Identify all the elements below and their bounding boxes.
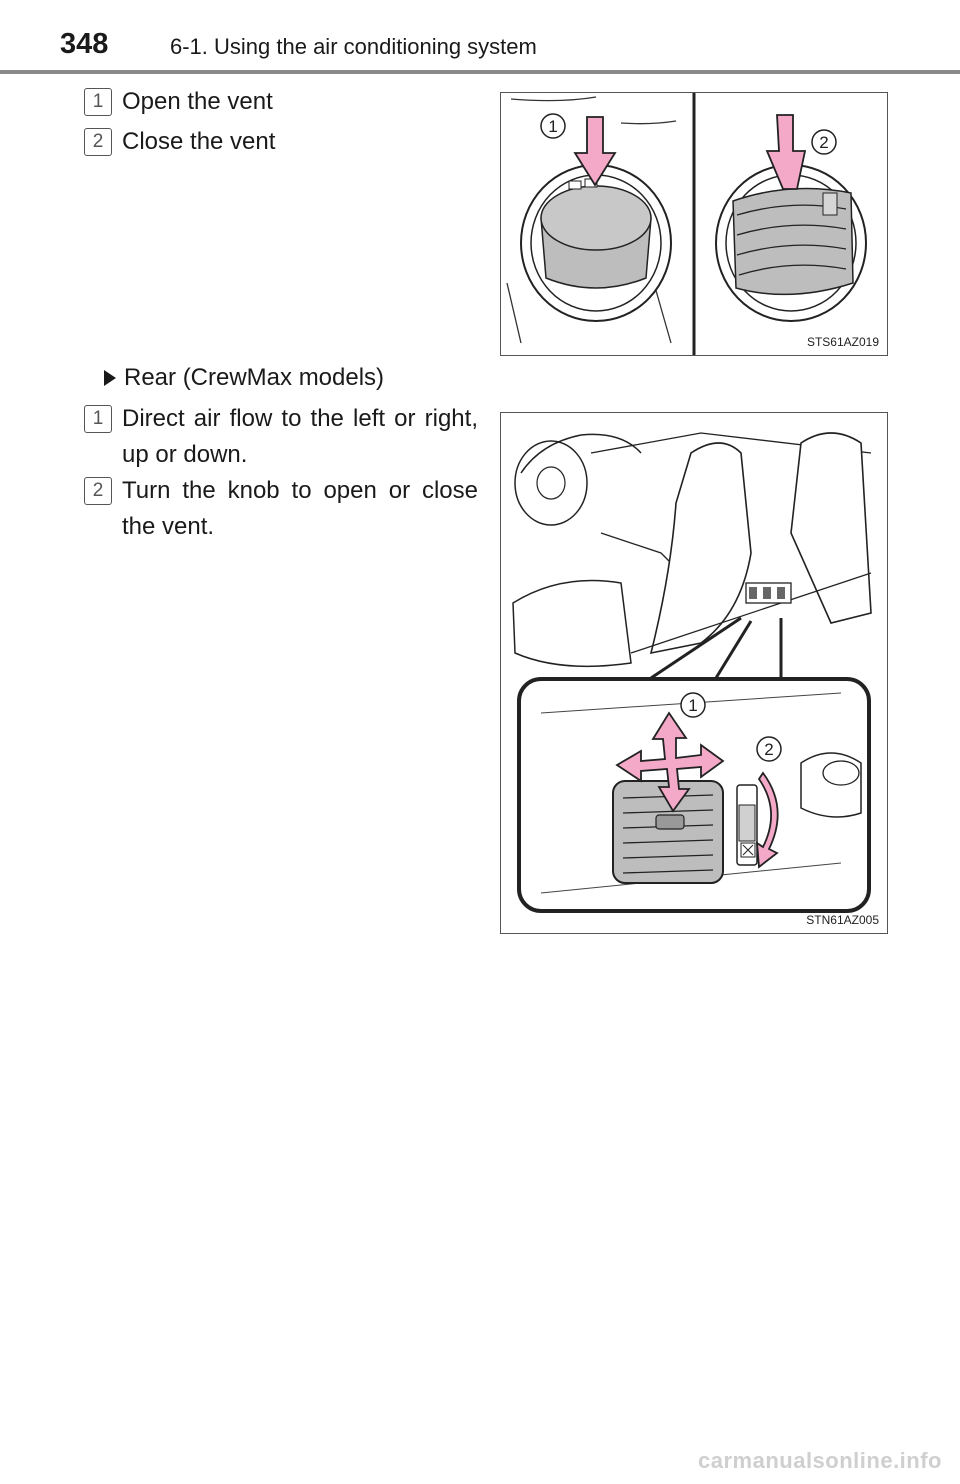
svg-text:2: 2 bbox=[764, 740, 774, 759]
bullet-triangle-icon bbox=[104, 370, 116, 386]
rear-vent-figure bbox=[500, 412, 888, 934]
vent-open-close-figure bbox=[500, 92, 888, 356]
page-header bbox=[0, 0, 960, 76]
rear-vent-illustration bbox=[501, 413, 887, 933]
watermark: carmanualsonline.info bbox=[698, 1448, 942, 1473]
svg-text:1: 1 bbox=[548, 117, 558, 136]
step-number-badge: 1 bbox=[84, 88, 112, 116]
step-text-open: Open the vent bbox=[122, 88, 273, 115]
figure-code: STS61AZ019 bbox=[806, 335, 879, 349]
section-title: 6-1. Using the air conditioning system bbox=[170, 34, 537, 59]
rear-section-heading: Rear (CrewMax models) bbox=[124, 364, 385, 391]
page-number: 348 bbox=[60, 28, 109, 60]
step-number-badge: 2 bbox=[84, 128, 112, 156]
header-rule bbox=[0, 70, 960, 74]
step-number-badge: 2 bbox=[84, 477, 112, 505]
step-text-close: Close the vent bbox=[122, 128, 276, 155]
svg-text:2: 2 bbox=[819, 133, 829, 152]
step-text-direct-airflow: Direct air flow to the left or right, up or down. bbox=[122, 405, 478, 468]
figure-code: STN61AZ005 bbox=[806, 913, 879, 927]
step-text-turn-knob: Turn the knob to open or close the vent. bbox=[122, 477, 478, 540]
vent-illustration bbox=[501, 93, 887, 355]
step-number-badge: 1 bbox=[84, 405, 112, 433]
svg-text:1: 1 bbox=[688, 696, 698, 715]
